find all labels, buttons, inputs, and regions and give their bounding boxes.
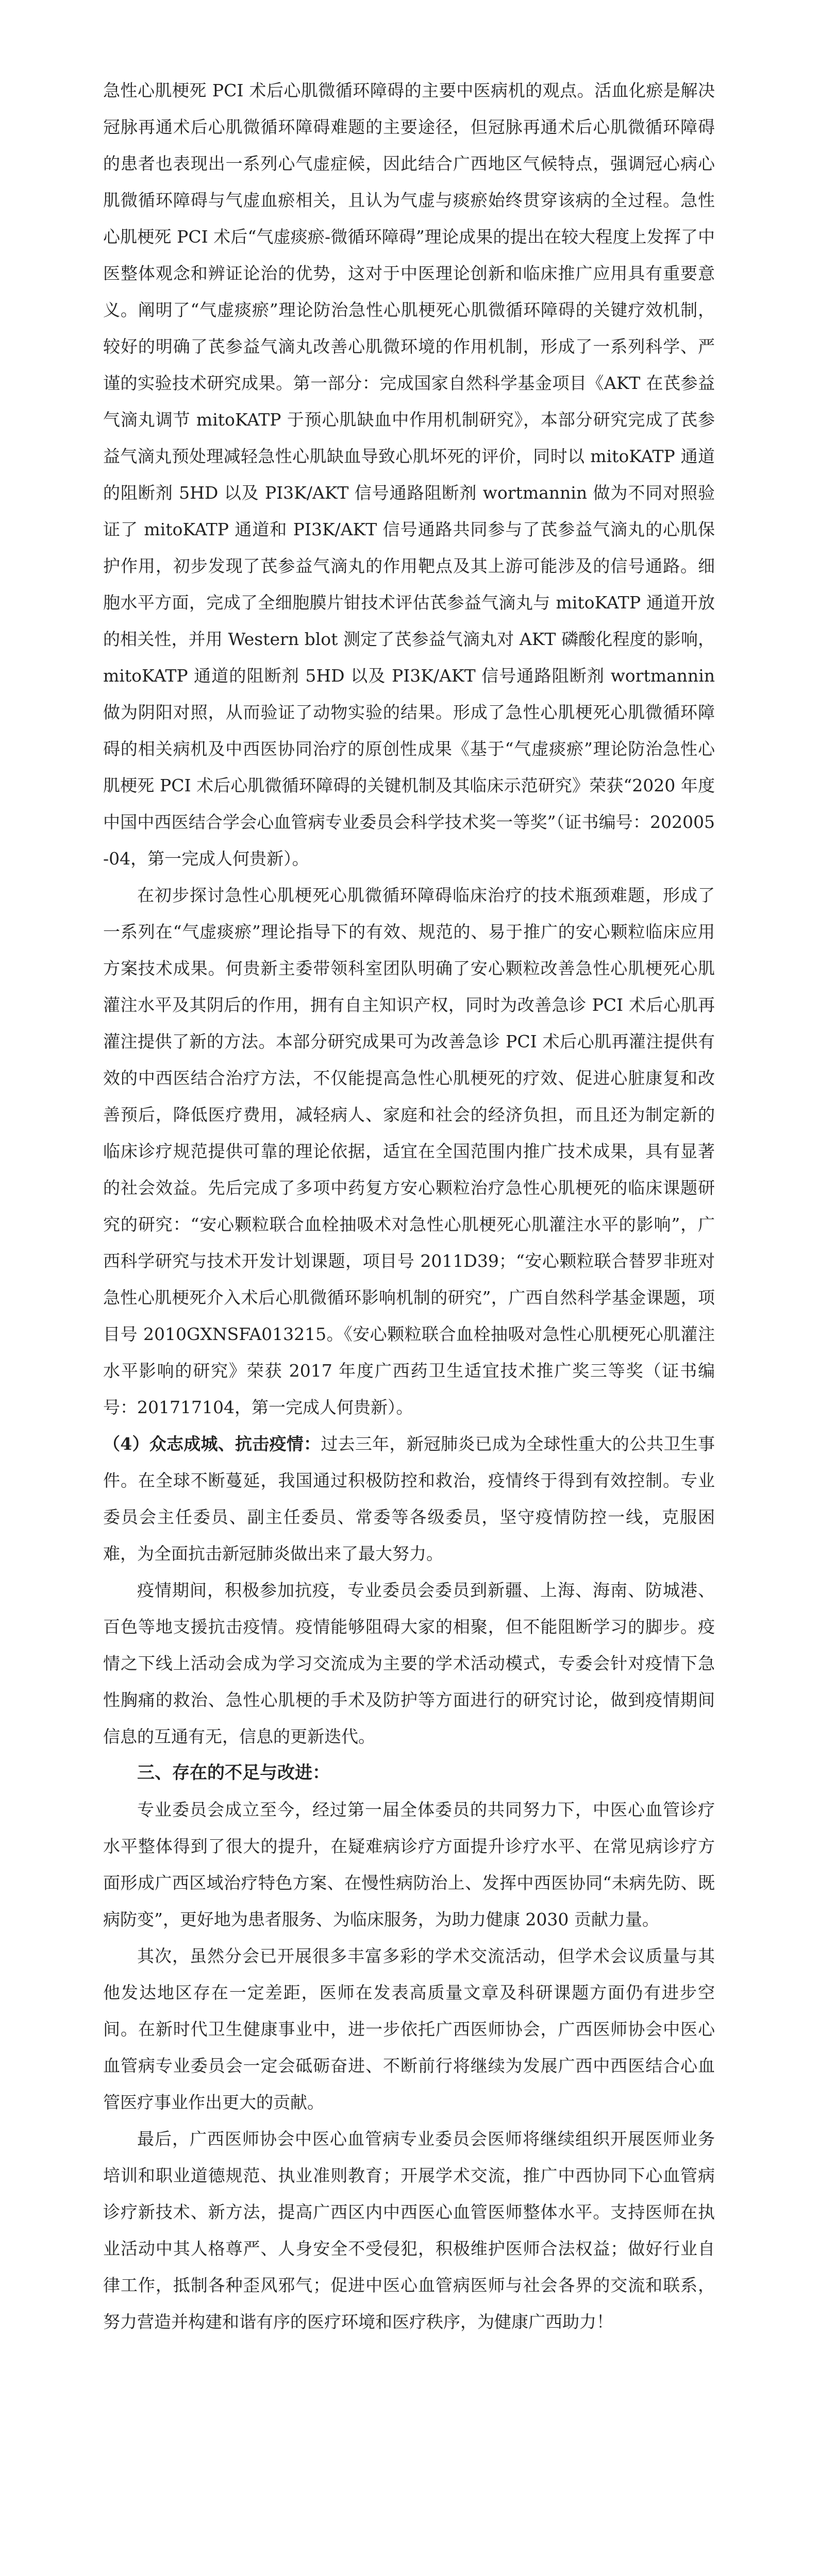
paragraph-closing-1: 专业委员会成立至今，经过第一届全体委员的共同努力下，中医心血管诊疗水平整体得到了很大的提升，在疑难病诊疗方面提升诊疗水平、在常见病诊疗方面形成广西区域治疗特色方案、在慢性病防治上、发挥中西医协同“未病先防、既病防变”，更好地为患者服务、为临床服务，为助力健康 2030 贡献力量。 <box>103 1800 715 1929</box>
section-4-lead: （4）众志成城、抗击疫情： <box>103 1434 321 1454</box>
paragraph-closing-3: 最后，广西医师协会中医心血管病专业委员会医师将继续组织开展医师业务培训和职业道德规范、执业准则教育；开展学术交流，推广中西协同下心血管病诊疗新技术、新方法，提高广西区内中西医心血管医师整体水平。支持医师在执业活动中其人格尊严、人身安全不受侵犯，积极维护医师合法权益；做好行业自律工作，抵制各种歪风邪气；促进中医心血管病医师与社会各界的交流和联系，努力营造并构建和谐有序的医疗环境和医疗秩序，为健康广西助力！ <box>103 2129 715 2332</box>
paragraph-clinical-application: 在初步探讨急性心肌梗死心肌微循环障碍临床治疗的技术瓶颈难题，形成了一系列在“气虚痰瘀”理论指导下的有效、规范的、易于推广的安心颗粒临床应用方案技术成果。何贵新主委带领科室团队明确了安心颗粒改善急性心肌梗死心肌灌注水平及其阴后的作用，拥有自主知识产权，同时为改善急诊 PCI 术后心肌再灌注提供了新的方法。本部分研究成果可为改善急诊 PCI 术后心肌再灌注提供有效的中西医结合治疗方法，不仅能提高急性心肌梗死的疗效、促进心脏康复和改善预后，降低医疗费用，减轻病人、家庭和社会的经济负担，而且还为制定新的临床诊疗规范提供可靠的理论依据，适宜在全国范围内推广技术成果，具有显著的社会效益。先后完成了多项中药复方安心颗粒治疗急性心肌梗死的临床课题研究的研究：“安心颗粒联合血栓抽吸术对急性心肌梗死心肌灌注水平的影响”，广西科学研究与技术开发计划课题，项目号 2011D39；“安心颗粒联合替罗非班对急性心肌梗死介入术后心肌微循环影响机制的研究”，广西自然科学基金课题，项目号 2010GXNSFA013215。《安心颗粒联合血栓抽吸对急性心肌梗死心肌灌注水平影响的研究》荣获 2017 年度广西药卫生适宜技术推广奖三等奖（证书编号：201717104，第一完成人何贵新）。 <box>103 885 715 1417</box>
paragraph-pandemic-2: 疫情期间，积极参加抗疫，专业委员会委员到新疆、上海、海南、防城港、百色等地支援抗击疫情。疫情能够阻碍大家的相聚，但不能阻断学习的脚步。疫情之下线上活动会成为学习交流成为主要的学术活动模式，专委会针对疫情下急性胸痛的救治、急性心肌梗的手术及防护等方面进行的研究讨论，做到疫情期间信息的互通有无，信息的更新迭代。 <box>103 1580 715 1747</box>
paragraph-closing-2: 其次，虽然分会已开展很多丰富多彩的学术交流活动，但学术会议质量与其他发达地区存在一定差距，医师在发表高质量文章及科研课题方面仍有进步空间。在新时代卫生健康事业中，进一步依托广西医师协会，广西医师协会中医心血管病专业委员会一定会砥砺奋进、不断前行将继续为发展广西中西医结合心血管医疗事业作出更大的贡献。 <box>103 1946 715 2112</box>
paragraph-research-mechanism: 急性心肌梗死 PCI 术后心肌微循环障碍的主要中医病机的观点。活血化瘀是解决冠脉再通术后心肌微循环障碍难题的主要途径，但冠脉再通术后心肌微循环障碍的患者也表现出一系列心气虚症候，因此结合广西地区气候特点，强调冠心病心肌微循环障碍与气虚血瘀相关，且认为气虚与痰瘀始终贯穿该病的全过程。急性心肌梗死 PCI 术后“气虚痰瘀-微循环障碍”理论成果的提出在较大程度上发挥了中医整体观念和辨证论治的优势，这对于中医理论创新和临床推广应用具有重要意义。阐明了“气虚痰瘀”理论防治急性心肌梗死心肌微循环障碍的关键疗效机制，较好的明确了芪参益气滴丸改善心肌微环境的作用机制，形成了一系列科学、严谨的实验技术研究成果。第一部分：完成国家自然科学基金项目《AKT 在芪参益气滴丸调节 mitoKATP 于预心肌缺血中作用机制研究》，本部分研究完成了芪参益气滴丸预处理减轻急性心肌缺血导致心肌坏死的评价，同时以 mitoKATP 通道的阻断剂 5HD 以及 PI3K/AKT 信号通路阻断剂 wortmannin 做为不同对照验证了 mitoKATP 通道和 PI3K/AKT 信号通路共同参与了芪参益气滴丸的心肌保护作用，初步发现了芪参益气滴丸的作用靶点及其上游可能涉及的信号通路。细胞水平方面，完成了全细胞膜片钳技术评估芪参益气滴丸与 mitoKATP 通道开放的相关性，并用 Western blot 测定了芪参益气滴丸对 AKT 磷酸化程度的影响，mitoKATP 通道的阻断剂 5HD 以及 PI3K/AKT 信号通路阻断剂 wortmannin 做为阴阳对照，从而验证了动物实验的结果。形成了急性心肌梗死心肌微循环障碍的相关病机及中西医协同治疗的原创性成果《基于“气虚痰瘀”理论防治急性心肌梗死 PCI 术后心肌微循环障碍的关键机制及其临床示范研究》荣获“2020 年度中国中西医结合学会心血管病专业委员会科学技术奖一等奖”（证书编号：202005-04，第一完成人何贵新）。 <box>103 80 715 869</box>
section-4-text: 过去三年，新冠肺炎已成为全球性重大的公共卫生事件。在全球不断蔓延，我国通过积极防控和救治，疫情终于得到有效控制。专业委员会主任委员、副主任委员、常委等各级委员，坚守疫情防控一线，克服困难，为全面抗击新冠肺炎做出来了最大努力。 <box>103 1434 715 1564</box>
section-3-heading: 三、存在的不足与改进： <box>137 1762 330 1783</box>
paragraph-pandemic <box>103 1426 715 1572</box>
